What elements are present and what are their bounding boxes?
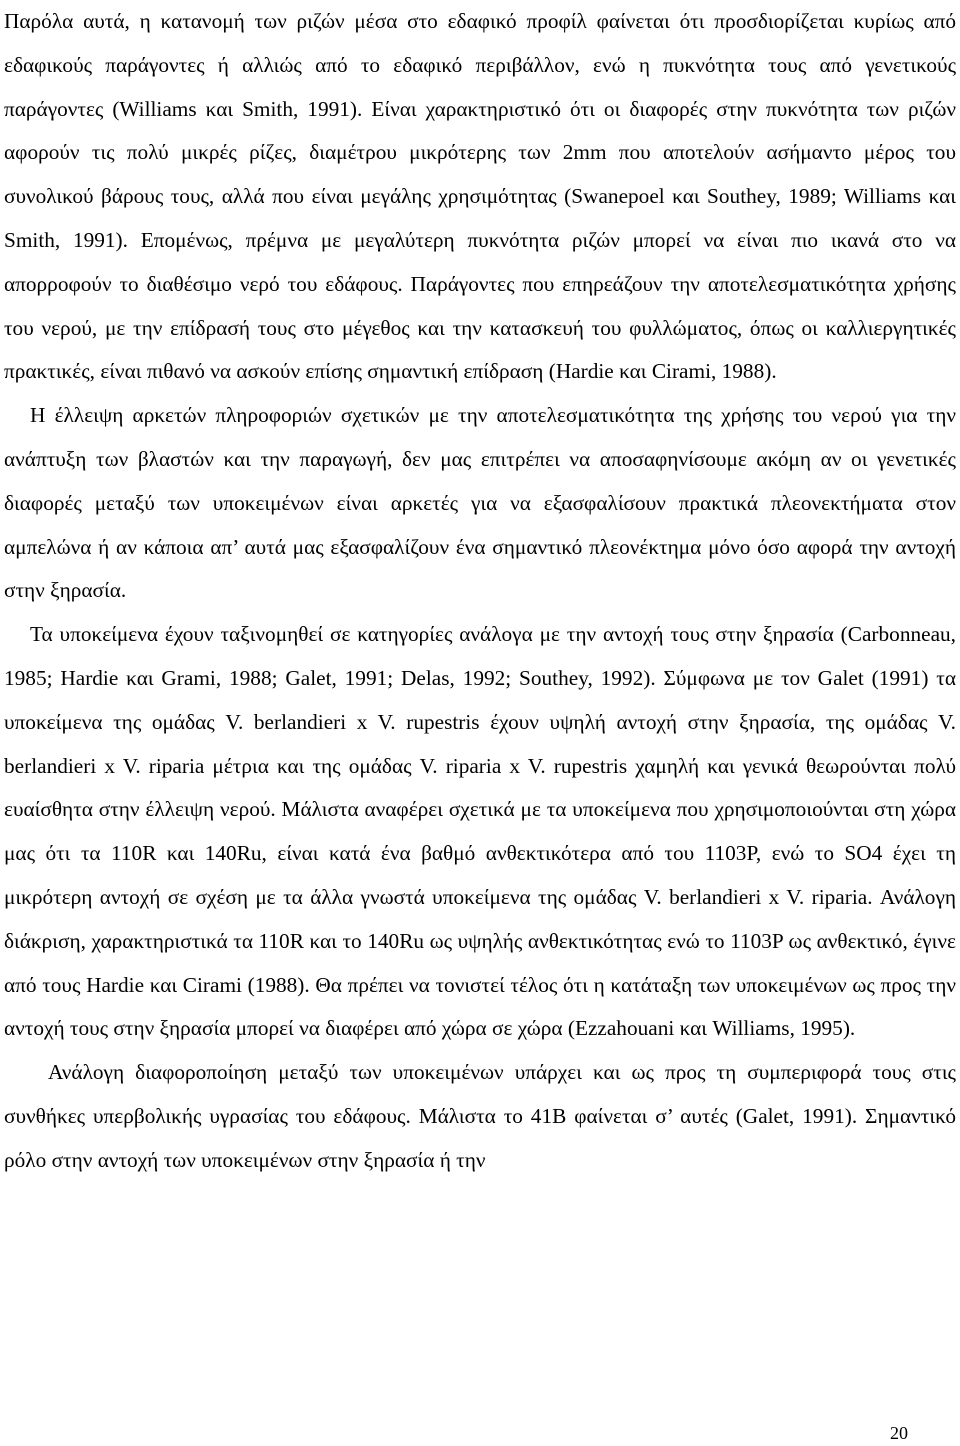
paragraph-rootstock-classification: Τα υποκείμενα έχουν ταξινομηθεί σε κατηγορίες ανάλογα με την αντοχή τους στην ξηρασία (Carbonneau, 1985; Hardie και Grami, 1988; Galet, 1991; Delas, 1992; Southey, 1992). Σύμφωνα με τον Galet (1991) τα υποκείμενα της ομάδας V. berlandieri x V. rupestris έχουν υψηλή αντοχή στην ξηρασία, της ομάδας V. berlandieri x V. riparia μέτρια και της ομάδας V. riparia x V. rupestris χαμηλή και γενικά θεωρούνται πολύ ευαίσθητα στην έλλειψη νερού. Μάλιστα αναφέρει σχετικά με τα υποκείμενα που χρησιμοποιούνται στη χώρα μας ότι τα 110R και 140Ru, είναι κατά ένα βαθμό ανθεκτικότερα από του 1103P, ενώ το SO4 έχει τη μικρότερη αντοχή σε σχέση με τα άλλα γνωστά υποκείμενα της ομάδας V. berlandieri x V. riparia. Ανάλογη διάκριση, χαρακτηριστικά τα 110R και το 140Ru ως υψηλής ανθεκτικότητας ενώ το 1103P ως ανθεκτικό, έγινε από τους Hardie και Cirami (1988). Θα πρέπει να τονιστεί τέλος ότι η κατάταξη των υποκειμένων ως προς την αντοχή τους στην ξηρασία μπορεί να διαφέρει από χώρα σε χώρα (Ezzahouani και Williams, 1995). [4, 622, 956, 1041]
paragraph-root-distribution: Παρόλα αυτά, η κατανομή των ριζών μέσα στο εδαφικό προφίλ φαίνεται ότι προσδιορίζεται κυρίως από εδαφικούς παράγοντες ή αλλιώς από το εδαφικό περιβάλλον, ενώ η πυκνότητα τους από γενετικούς παράγοντες (Williams και Smith, 1991). Είναι χαρακτηριστικό ότι οι διαφορές στην πυκνότητα των ριζών αφορούν τις πολύ μικρές ρίζες, διαμέτρου μικρότερης των 2mm που αποτελούν ασήμαντο μέρος του συνολικού βάρους τους, αλλά που είναι μεγάλης χρησιμότητας (Swanepoel και Southey, 1989; Williams και Smith, 1991). Επομένως, πρέμνα με μεγαλύτερη πυκνότητα ριζών μπορεί να είναι πιο ικανά στο να απορροφούν το διαθέσιμο νερό του εδάφους. Παράγοντες που επηρεάζουν την αποτελεσματικότητα χρήσης του νερού, με την επίδρασή τους στο μέγεθος και την κατασκευή του φυλλώματος, όπως οι καλλιεργητικές πρακτικές, είναι πιθανό να ασκούν επίσης σημαντική επίδραση (Hardie και Cirami, 1988). [4, 9, 956, 384]
document-body [4, 0, 956, 1183]
page-number: 20 [890, 1423, 908, 1443]
paragraph-humidity-behavior: Ανάλογη διαφοροποίηση μεταξύ των υποκειμένων υπάρχει και ως προς τη συμπεριφορά τους στις συνθήκες υπερβολικής υγρασίας του εδάφους. Μάλιστα το 41B φαίνεται σ’ αυτές (Galet, 1991). Σημαντικό ρόλο στην αντοχή των υποκειμένων στην ξηρασία ή την [4, 1060, 956, 1172]
paragraph-information-lack: Η έλλειψη αρκετών πληροφοριών σχετικών με την αποτελεσματικότητα της χρήσης του νερού για την ανάπτυξη των βλαστών και την παραγωγή, δεν μας επιτρέπει να αποσαφηνίσουμε ακόμη αν οι γενετικές διαφορές μεταξύ των υποκειμένων είναι αρκετές για να εξασφαλίσουν πρακτικά πλεονεκτήματα στον αμπελώνα ή αν κάποια απ’ αυτά μας εξασφαλίζουν ένα σημαντικό πλεονέκτημα μόνο όσο αφορά την αντοχή στην ξηρασία. [4, 403, 956, 603]
